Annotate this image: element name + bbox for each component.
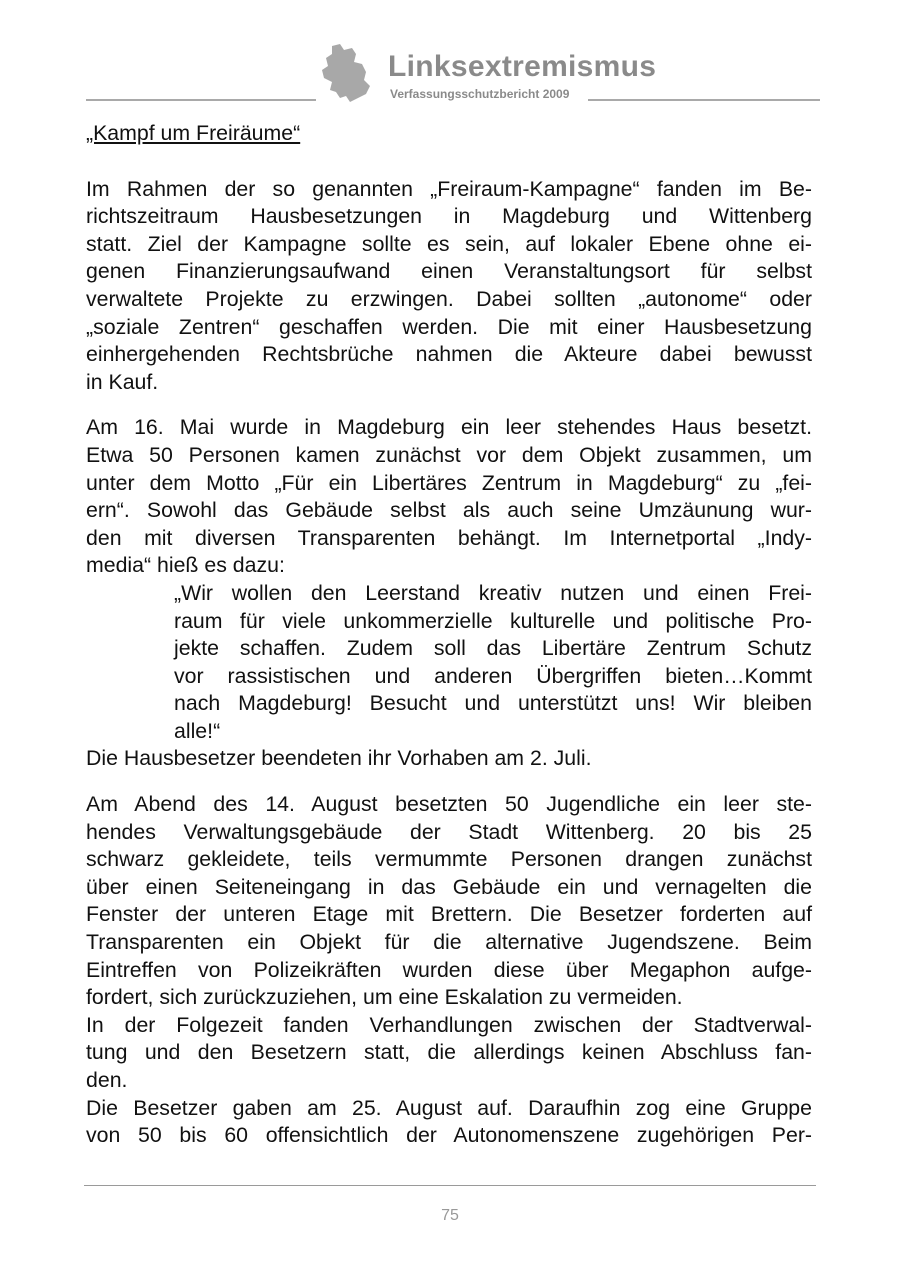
text-line: In der Folgezeit fanden Verhandlungen zwischen der Stadtverwal- bbox=[86, 1012, 812, 1037]
text-line: den. bbox=[86, 1068, 128, 1092]
text-line: richtszeitraum Hausbesetzungen in Magdeburg und Wittenberg bbox=[86, 204, 812, 229]
text-line: ern“. Sowohl das Gebäude selbst als auch seine Umzäunung wur- bbox=[86, 498, 812, 523]
text-line: schwarz gekleidete, teils vermummte Personen drangen zunächst bbox=[86, 847, 812, 872]
header-subtitle: Verfassungsschutzbericht 2009 bbox=[390, 87, 570, 101]
text-line: über einen Seiteneingang in das Gebäude ein und vernagelten die bbox=[86, 874, 812, 899]
text-line: unter dem Motto „Für ein Libertäres Zentrum in Magdeburg“ zu „fei- bbox=[86, 470, 812, 495]
section-heading: „Kampf um Freiräume“ bbox=[86, 121, 301, 145]
quote-line: vor rassistischen und anderen Übergriffen bieten…Kommt bbox=[174, 663, 812, 688]
text-line: Am 16. Mai wurde in Magdeburg ein leer stehendes Haus besetzt. bbox=[86, 415, 812, 440]
paragraph-1 bbox=[86, 176, 812, 397]
quote-line: alle!“ bbox=[174, 718, 221, 743]
header-rule-left bbox=[86, 99, 316, 101]
text-line: Im Rahmen der so genannten „Freiraum-Kampagne“ fanden im Be- bbox=[86, 176, 812, 201]
text-line: media“ hieß es dazu: bbox=[86, 553, 285, 578]
footer-rule bbox=[84, 1185, 816, 1186]
text-line: Am Abend des 14. August besetzten 50 Jugendliche ein leer ste- bbox=[86, 792, 812, 817]
text-line: tung und den Besetzern statt, die allerdings keinen Abschluss fan- bbox=[86, 1040, 812, 1065]
text-line: hendes Verwaltungsgebäude der Stadt Wittenberg. 20 bis 25 bbox=[86, 819, 812, 844]
quote-line: nach Magdeburg! Besucht und unterstützt uns! Wir bleiben bbox=[174, 691, 812, 716]
text-line: den mit diversen Transparenten behängt. Im Internetportal „Indy- bbox=[86, 525, 812, 550]
text-line: in Kauf. bbox=[86, 369, 159, 394]
text-line: genen Finanzierungsaufwand einen Veranstaltungsort für selbst bbox=[86, 259, 812, 284]
document-body bbox=[86, 120, 812, 1150]
paragraph-3 bbox=[86, 745, 812, 773]
text-line: einhergehenden Rechtsbrüche nahmen die Akteure dabei bewusst bbox=[86, 342, 812, 367]
text-line: verwaltete Projekte zu erzwingen. Dabei sollten „autonome“ oder bbox=[86, 286, 812, 311]
text-line: von 50 bis 60 offensichtlich der Autonomenszene zugehörigen Per- bbox=[86, 1123, 812, 1148]
paragraph-6 bbox=[86, 1095, 812, 1150]
paragraph-5 bbox=[86, 1012, 812, 1095]
text-line: Fenster der unteren Etage mit Brettern. Die Besetzer forderten auf bbox=[86, 902, 812, 927]
paragraph-2 bbox=[86, 414, 812, 580]
text-line: Transparenten ein Objekt für die alternative Jugendszene. Beim bbox=[86, 930, 812, 955]
saxony-anhalt-map-icon bbox=[318, 42, 380, 104]
text-line: Die Besetzer gaben am 25. August auf. Daraufhin zog eine Gruppe bbox=[86, 1095, 812, 1120]
quote-line: „Wir wollen den Leerstand kreativ nutzen und einen Frei- bbox=[174, 580, 812, 605]
paragraph-4 bbox=[86, 791, 812, 1012]
page-number: 75 bbox=[441, 1207, 459, 1224]
text-line: „soziale Zentren“ geschaffen werden. Die mit einer Hausbesetzung bbox=[86, 314, 812, 339]
text-line: Eintreffen von Polizeikräften wurden diese über Megaphon aufge- bbox=[86, 957, 812, 982]
text-line: Etwa 50 Personen kamen zunächst vor dem Objekt zusammen, um bbox=[86, 442, 812, 467]
text-line: statt. Ziel der Kampagne sollte es sein, auf lokaler Ebene ohne ei- bbox=[86, 231, 812, 256]
block-quote bbox=[174, 580, 812, 746]
quote-line: raum für viele unkommerzielle kulturelle und politische Pro- bbox=[174, 608, 812, 633]
page-header bbox=[0, 0, 900, 110]
quote-line: jekte schaffen. Zudem soll das Libertäre Zentrum Schutz bbox=[174, 636, 812, 661]
header-title: Linksextremismus bbox=[388, 50, 657, 83]
text-line: fordert, sich zurückzuziehen, um eine Eskalation zu vermeiden. bbox=[86, 985, 683, 1010]
text-line: Die Hausbesetzer beendeten ihr Vorhaben am 2. Juli. bbox=[86, 746, 592, 771]
header-rule-right bbox=[588, 99, 820, 101]
